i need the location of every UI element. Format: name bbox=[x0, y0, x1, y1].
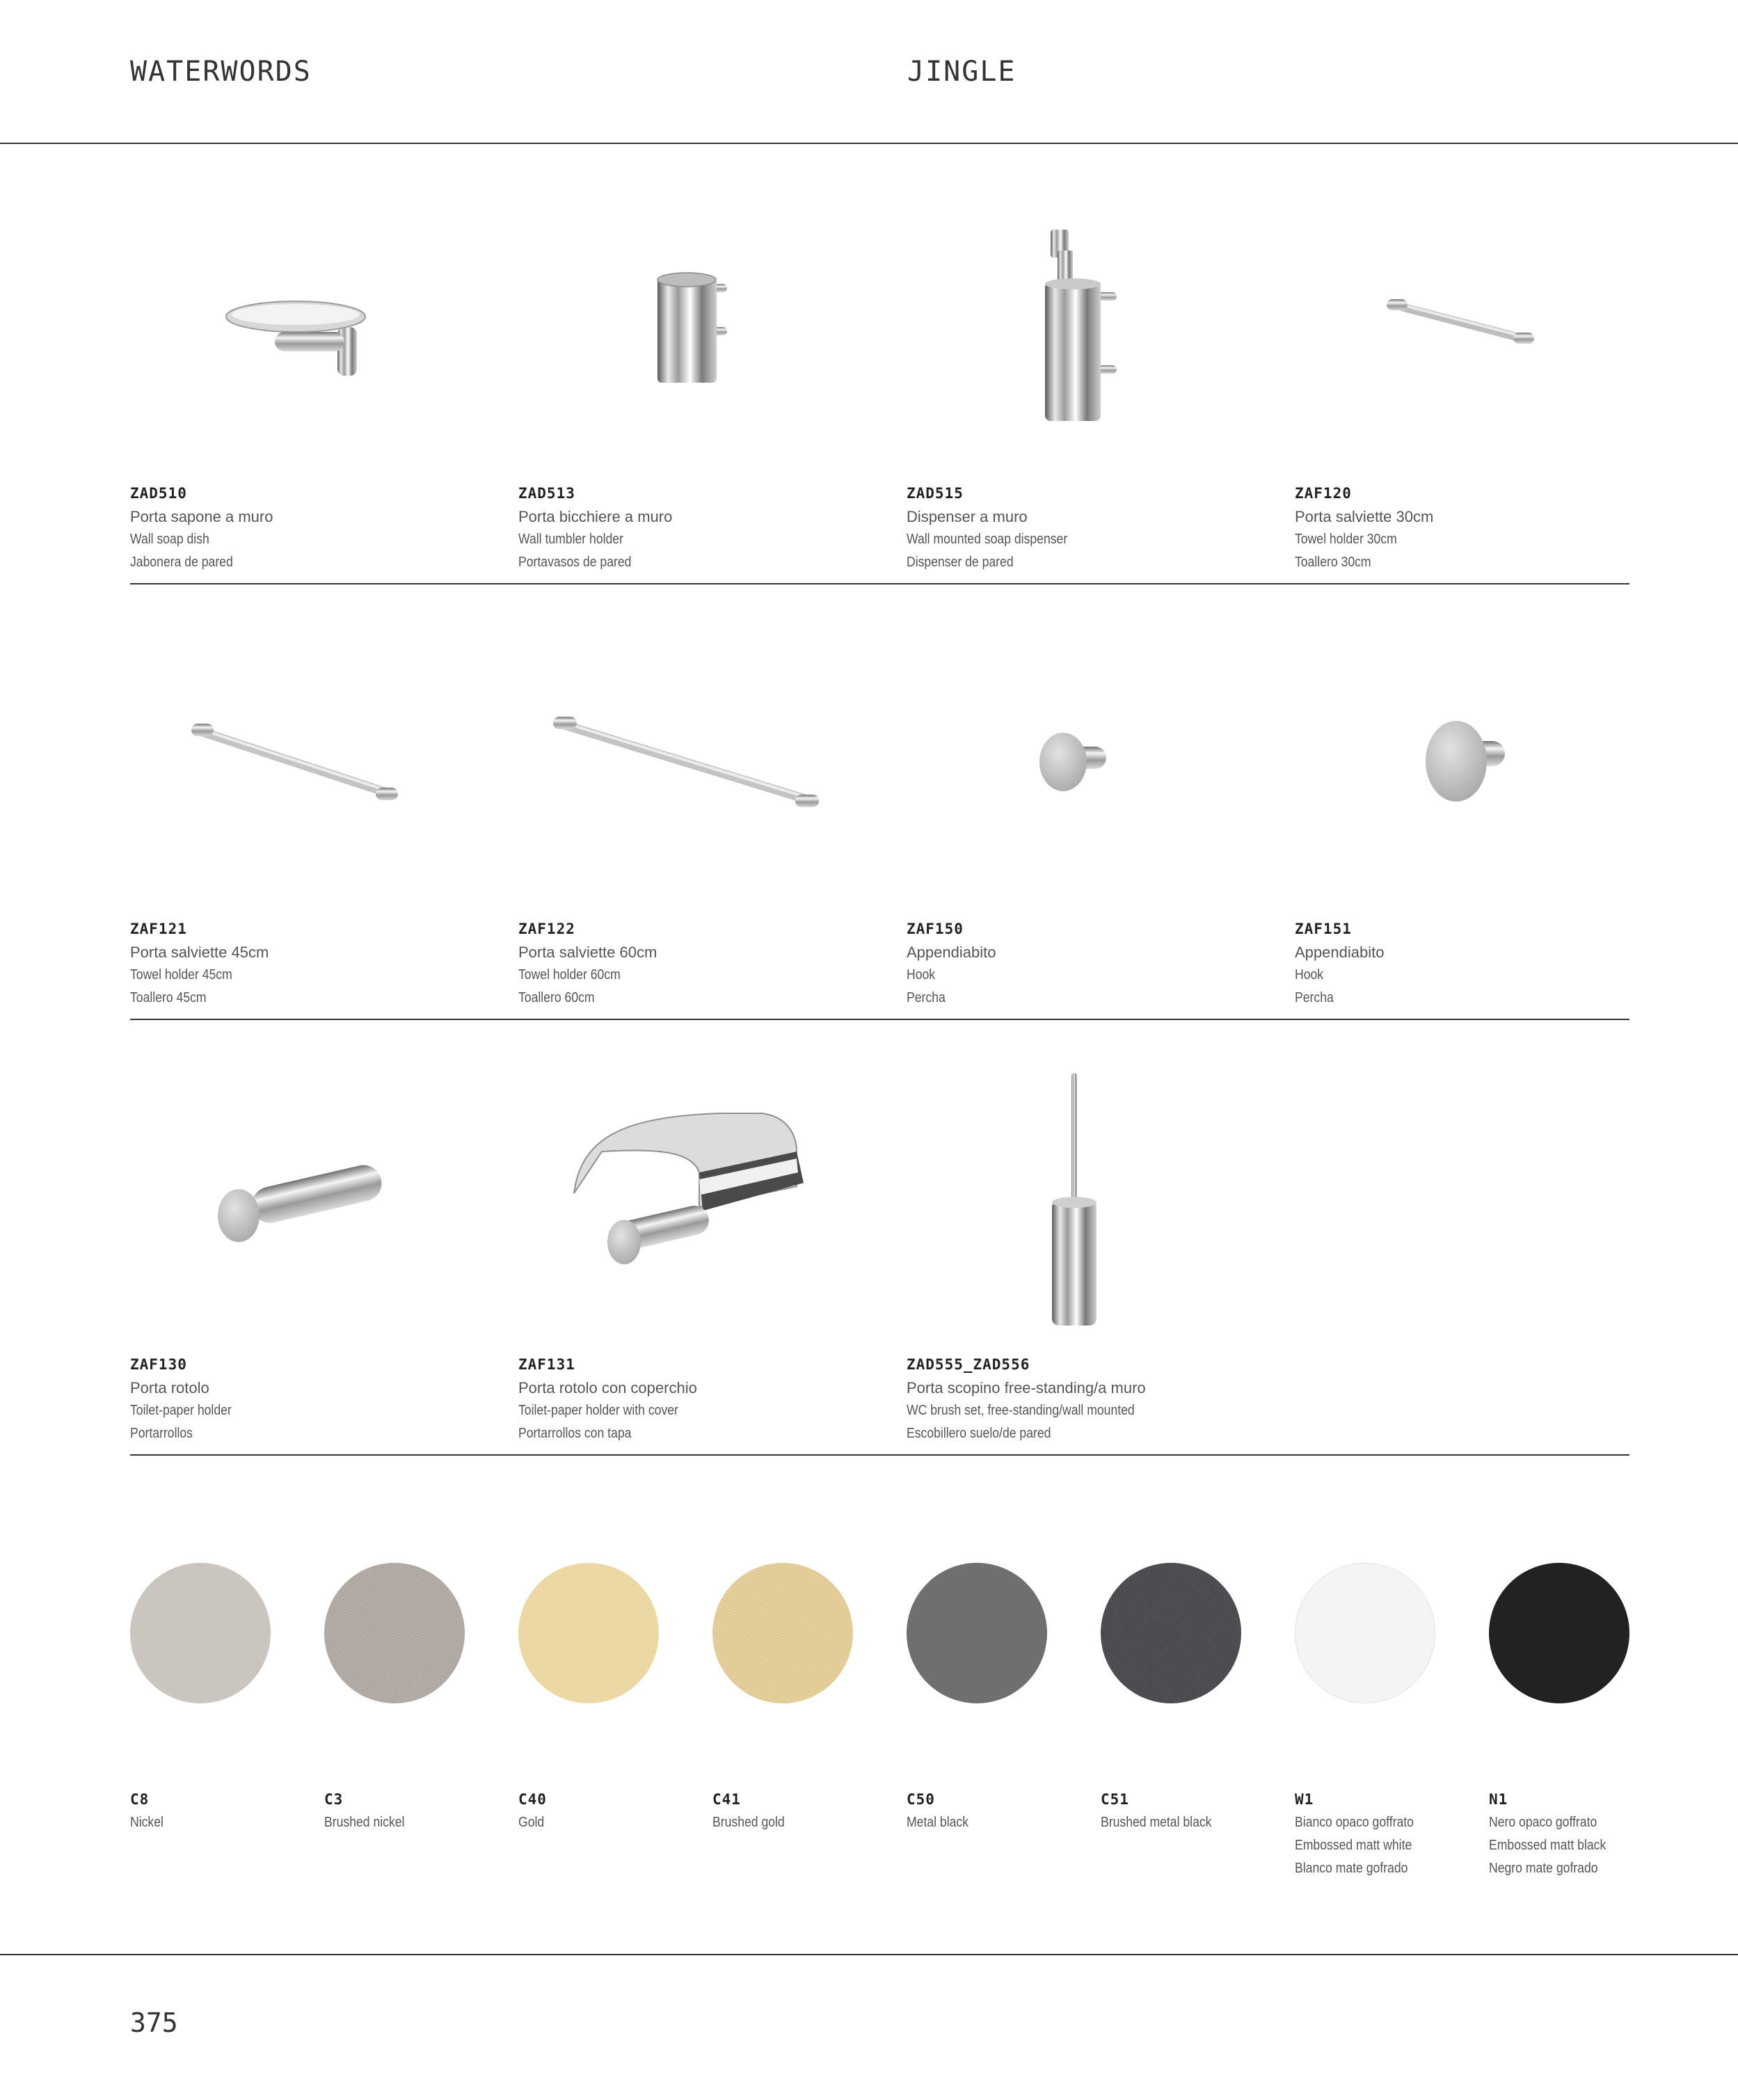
finish-N1 bbox=[1489, 1788, 1677, 1880]
finish-name-en: Embossed matt black bbox=[1489, 1838, 1607, 1853]
finish-code: C8 bbox=[130, 1791, 150, 1808]
product-code: ZAF122 bbox=[518, 921, 575, 937]
product-ZAF122 bbox=[518, 917, 880, 1010]
product-name-it: Appendiabito bbox=[907, 944, 996, 961]
page-number: 375 bbox=[130, 2007, 178, 2038]
product-name-en: Wall soap dish bbox=[130, 532, 209, 547]
row-divider bbox=[130, 1019, 1629, 1020]
product-name-it: Appendiabito bbox=[1295, 944, 1385, 961]
finish-name-it: Bianco opaco goffrato bbox=[1295, 1815, 1414, 1830]
product-ZAF121 bbox=[130, 917, 492, 1010]
row-divider bbox=[130, 583, 1629, 584]
tumbler-holder-icon bbox=[651, 271, 734, 390]
finish-C51 bbox=[1101, 1788, 1289, 1834]
finish-name-en: Embossed matt white bbox=[1295, 1838, 1412, 1853]
product-code: ZAF121 bbox=[130, 921, 187, 937]
product-name-es: Portarrollos bbox=[130, 1426, 193, 1441]
finish-code: C41 bbox=[712, 1791, 741, 1808]
product-name-it: Dispenser a muro bbox=[907, 508, 1028, 525]
finish-code: C50 bbox=[907, 1791, 935, 1808]
product-name-it: Porta scopino free-standing/a muro bbox=[907, 1379, 1146, 1397]
header-divider bbox=[0, 143, 1738, 144]
finish-name-es: Negro mate gofrado bbox=[1489, 1861, 1598, 1876]
row-divider bbox=[130, 1454, 1629, 1456]
footer-divider bbox=[0, 1954, 1738, 1955]
small-hook-icon bbox=[1037, 727, 1120, 797]
product-ZAF150 bbox=[907, 917, 1268, 1010]
finish-name: Nickel bbox=[130, 1815, 164, 1830]
product-name-it: Porta sapone a muro bbox=[130, 508, 273, 525]
soap-dispenser-icon bbox=[1037, 223, 1127, 431]
paper-holder-icon bbox=[212, 1152, 393, 1246]
product-name-it: Porta rotolo con coperchio bbox=[518, 1379, 697, 1397]
product-name-it: Porta salviette 30cm bbox=[1295, 508, 1434, 525]
finish-name-it: Nero opaco goffrato bbox=[1489, 1815, 1597, 1830]
product-name-es: Toallero 30cm bbox=[1295, 555, 1371, 570]
large-hook-icon bbox=[1416, 717, 1513, 807]
finish-swatch-c8 bbox=[130, 1563, 271, 1703]
product-name-it: Porta salviette 45cm bbox=[130, 944, 269, 961]
product-name-es: Percha bbox=[907, 990, 946, 1005]
product-name-en: Hook bbox=[907, 967, 936, 983]
product-name-es: Portavasos de pared bbox=[518, 555, 632, 570]
product-name-en: Toilet-paper holder bbox=[130, 1403, 232, 1418]
finish-name: Gold bbox=[518, 1815, 545, 1830]
product-name-it: Porta bicchiere a muro bbox=[518, 508, 673, 525]
finish-swatch-c41 bbox=[712, 1563, 853, 1703]
product-ZAD510 bbox=[130, 482, 492, 574]
product-code: ZAF120 bbox=[1295, 485, 1352, 502]
paper-holder-cover-icon bbox=[560, 1110, 818, 1270]
product-ZAD555_ZAD556 bbox=[907, 1353, 1268, 1445]
product-name-en: WC brush set, free-standing/wall mounted bbox=[907, 1403, 1135, 1418]
finish-swatch-n1 bbox=[1489, 1563, 1629, 1703]
product-ZAD513 bbox=[518, 482, 880, 574]
finish-code: W1 bbox=[1295, 1791, 1314, 1808]
finish-code: N1 bbox=[1489, 1791, 1508, 1808]
product-name-es: Toallero 45cm bbox=[130, 990, 207, 1005]
product-code: ZAF131 bbox=[518, 1356, 575, 1373]
product-ZAD515 bbox=[907, 482, 1268, 574]
product-name-en: Hook bbox=[1295, 967, 1324, 983]
product-name-es: Portarrollos con tapa bbox=[518, 1426, 632, 1441]
product-code: ZAD555_ZAD556 bbox=[907, 1356, 1030, 1373]
product-code: ZAF150 bbox=[907, 921, 964, 937]
finish-C3 bbox=[324, 1788, 512, 1834]
product-code: ZAF130 bbox=[130, 1356, 187, 1373]
finish-code: C3 bbox=[324, 1791, 344, 1808]
finish-C50 bbox=[907, 1788, 1094, 1834]
finish-name: Metal black bbox=[907, 1815, 969, 1830]
product-ZAF130 bbox=[130, 1353, 492, 1445]
finish-name: Brushed metal black bbox=[1101, 1815, 1212, 1830]
product-name-en: Wall mounted soap dispenser bbox=[907, 532, 1068, 547]
product-name-en: Towel holder 45cm bbox=[130, 967, 232, 983]
finish-C8 bbox=[130, 1788, 318, 1834]
collection-title: JINGLE bbox=[907, 56, 1017, 88]
product-name-es: Dispenser de pared bbox=[907, 555, 1014, 570]
finish-code: C51 bbox=[1101, 1791, 1129, 1808]
finish-W1 bbox=[1295, 1788, 1483, 1880]
product-name-it: Porta salviette 60cm bbox=[518, 944, 657, 961]
finish-C40 bbox=[518, 1788, 706, 1834]
product-ZAF151 bbox=[1295, 917, 1657, 1010]
towel-bar-45-icon bbox=[184, 717, 407, 807]
finish-name: Brushed nickel bbox=[324, 1815, 405, 1830]
product-code: ZAD510 bbox=[130, 485, 187, 502]
finish-swatch-c3 bbox=[324, 1563, 465, 1703]
finish-swatch-w1 bbox=[1295, 1563, 1435, 1703]
finish-swatch-c40 bbox=[518, 1563, 659, 1703]
product-name-es: Jabonera de pared bbox=[130, 555, 233, 570]
product-name-es: Toallero 60cm bbox=[518, 990, 595, 1005]
finish-swatch-c50 bbox=[907, 1563, 1047, 1703]
product-code: ZAD513 bbox=[518, 485, 575, 502]
product-ZAF131 bbox=[518, 1353, 880, 1445]
finish-name-es: Blanco mate gofrado bbox=[1295, 1861, 1408, 1876]
towel-bar-30-icon bbox=[1381, 292, 1541, 355]
product-code: ZAD515 bbox=[907, 485, 964, 502]
wc-brush-icon bbox=[1044, 1072, 1106, 1329]
product-name-en: Wall tumbler holder bbox=[518, 532, 623, 547]
towel-bar-60-icon bbox=[546, 710, 824, 814]
soap-dish-icon bbox=[223, 296, 369, 379]
finish-swatch-c51 bbox=[1101, 1563, 1241, 1703]
product-name-es: Escobillero suelo/de pared bbox=[907, 1426, 1051, 1441]
finish-C41 bbox=[712, 1788, 900, 1834]
product-ZAF120 bbox=[1295, 482, 1657, 574]
brand-title: WATERWORDS bbox=[130, 56, 312, 88]
product-name-it: Porta rotolo bbox=[130, 1379, 209, 1397]
product-name-en: Toilet-paper holder with cover bbox=[518, 1403, 678, 1418]
product-name-es: Percha bbox=[1295, 990, 1334, 1005]
finish-code: C40 bbox=[518, 1791, 547, 1808]
finish-name: Brushed gold bbox=[712, 1815, 785, 1830]
product-name-en: Towel holder 60cm bbox=[518, 967, 621, 983]
product-code: ZAF151 bbox=[1295, 921, 1352, 937]
product-name-en: Towel holder 30cm bbox=[1295, 532, 1397, 547]
